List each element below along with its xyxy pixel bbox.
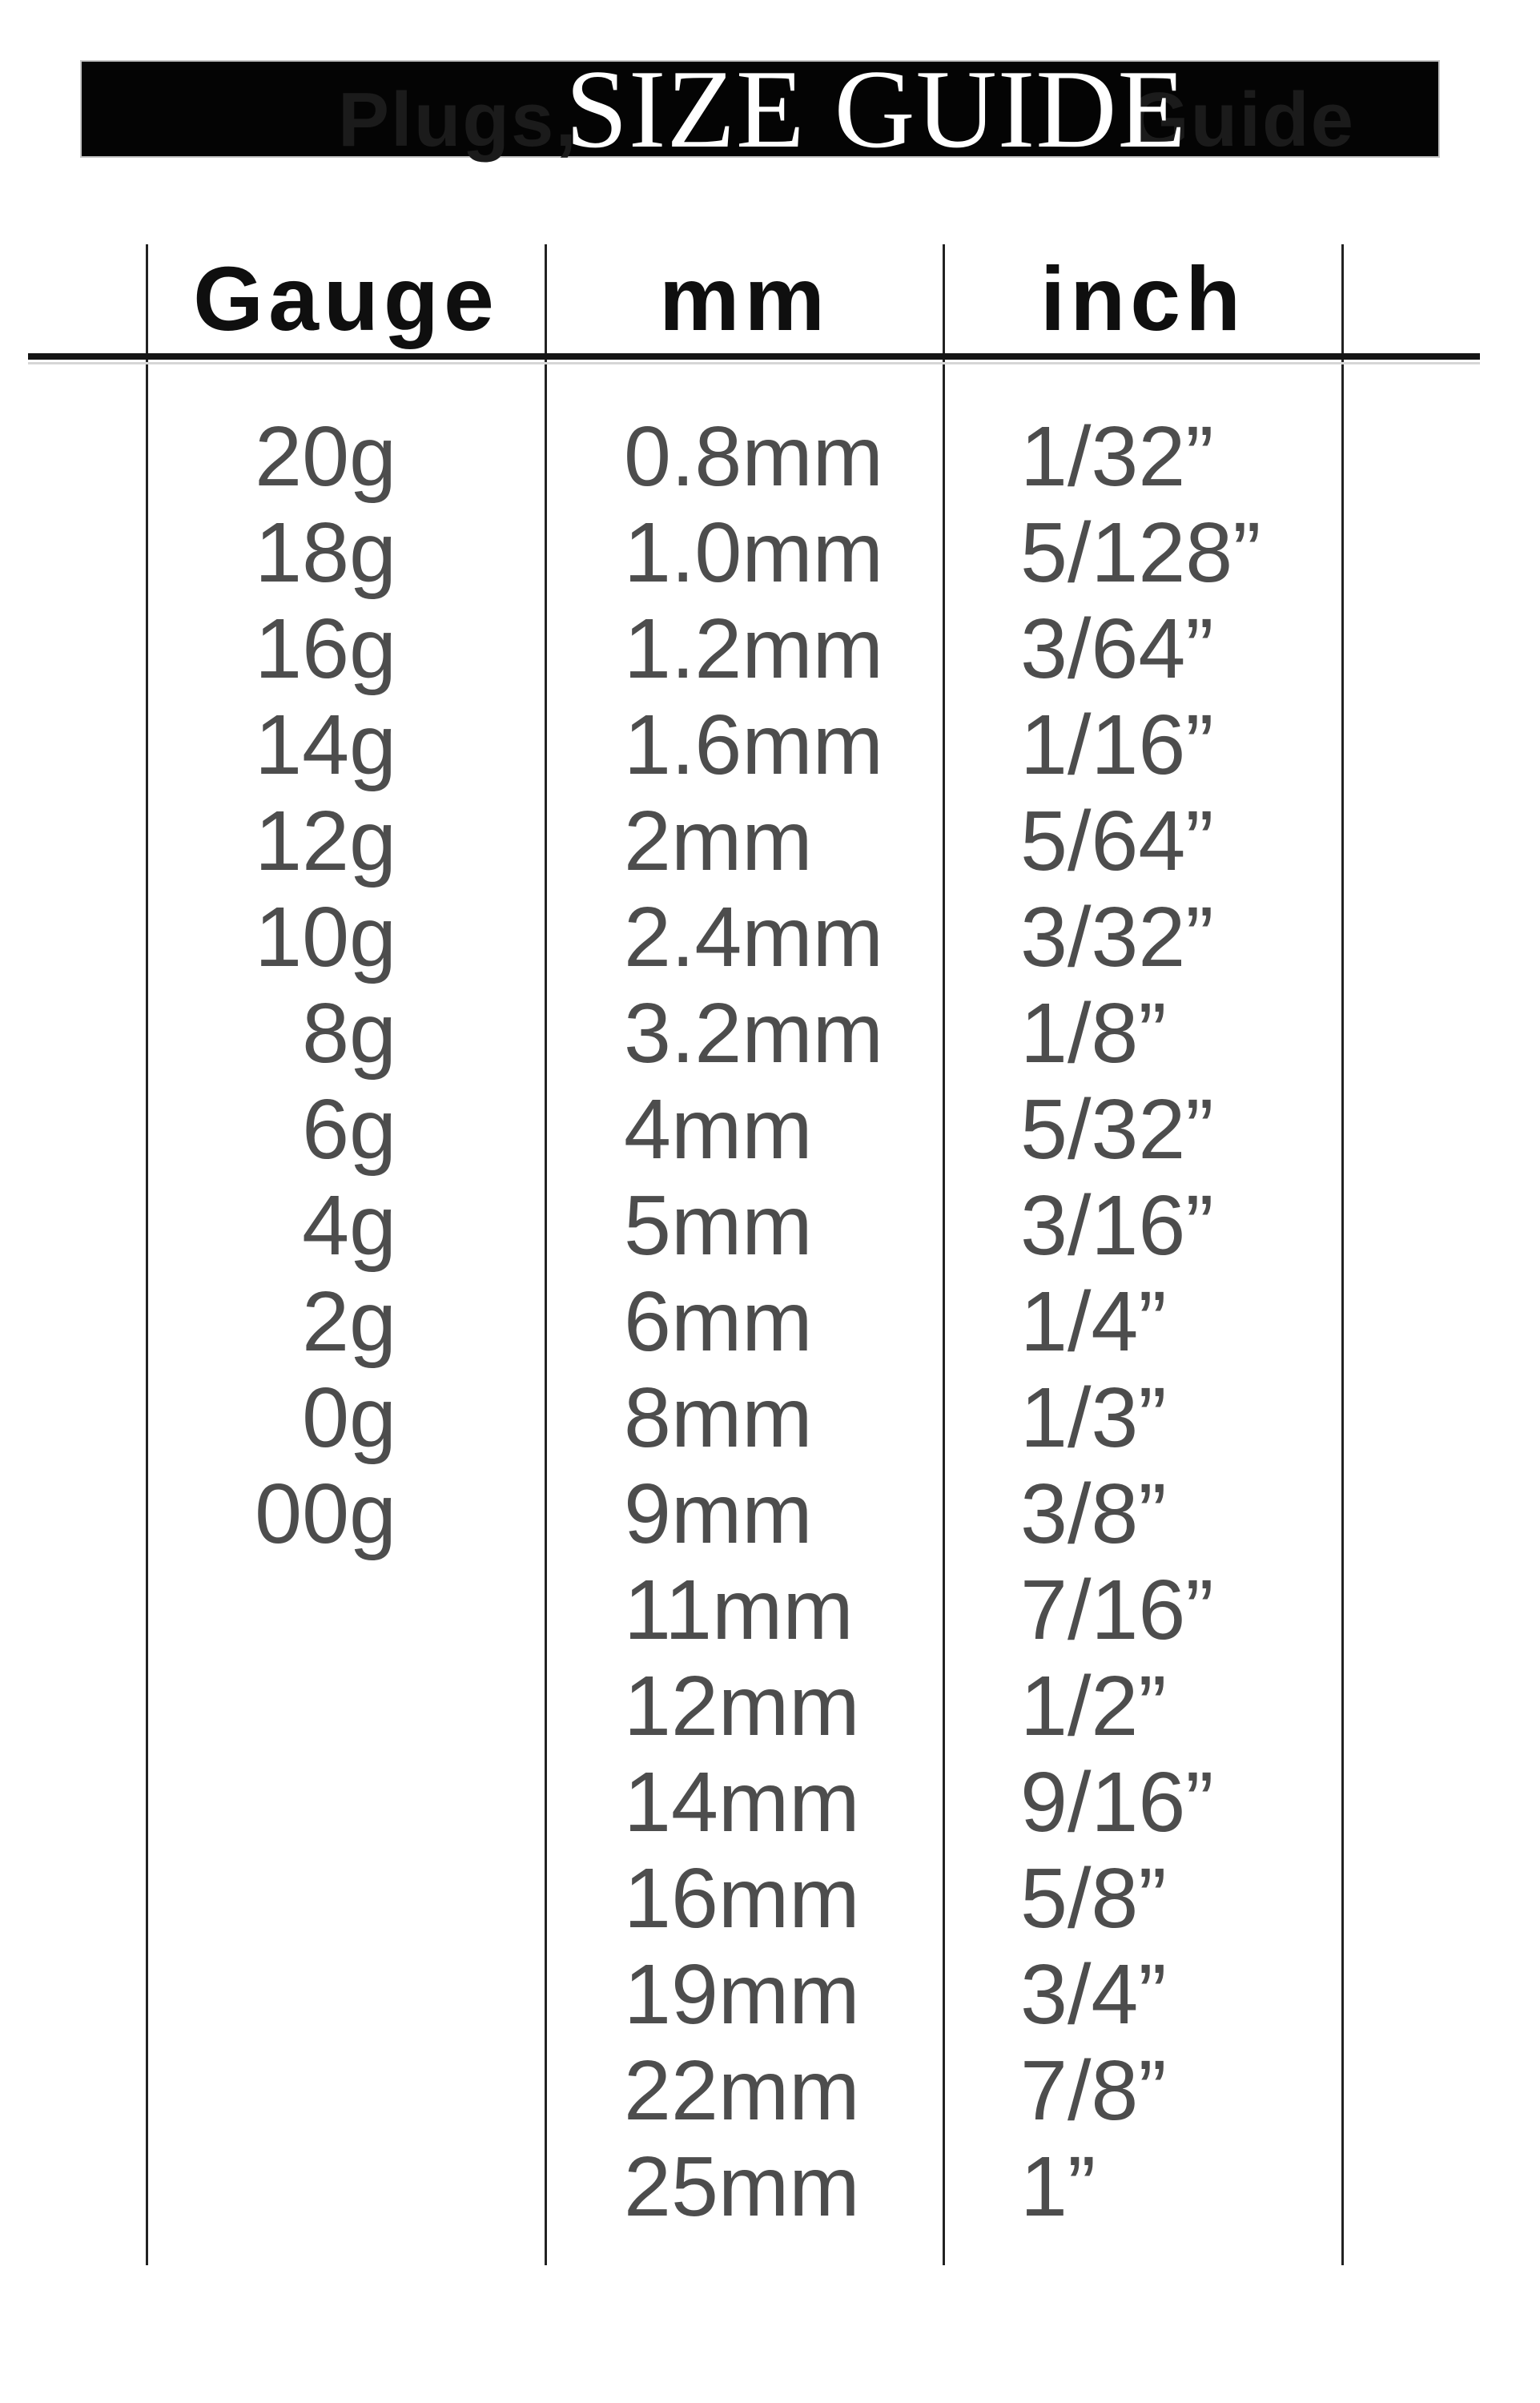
table-row (147, 889, 1342, 985)
gauge-value (147, 1946, 545, 2043)
inch-value: 5/32” (1020, 1082, 1214, 1177)
mm-value: 8mm (624, 1371, 813, 1465)
banner-ghost-text-right: Guide (1129, 77, 1356, 163)
gauge-value: 16g (255, 602, 396, 696)
gauge-value: 12g (255, 794, 396, 888)
title-banner (82, 46, 1438, 171)
inch-value: 5/64” (1020, 794, 1214, 888)
inch-value: 1/32” (1020, 409, 1214, 504)
gauge-value: 00g (255, 1467, 396, 1561)
gauge-value: 4g (302, 1178, 396, 1273)
mm-value: 4mm (624, 1082, 813, 1177)
inch-value: 3/4” (1020, 1947, 1167, 2042)
table-row (147, 601, 1342, 697)
inch-value: 7/16” (1020, 1563, 1214, 1657)
inch-value: 7/8” (1020, 2043, 1167, 2138)
gauge-value (147, 1754, 545, 1850)
gauge-value: 18g (255, 505, 396, 600)
table-row (147, 1274, 1342, 1370)
table-row (147, 1562, 1342, 1658)
table-row (147, 1658, 1342, 1754)
inch-value: 1” (1020, 2139, 1096, 2234)
table-row (147, 697, 1342, 793)
table-row (147, 793, 1342, 889)
mm-value: 1.2mm (624, 602, 883, 696)
table-row (147, 1081, 1342, 1177)
table-row (147, 1370, 1342, 1466)
table-row (147, 2043, 1342, 2139)
inch-value: 1/8” (1020, 986, 1167, 1081)
column-header-mm: mm (659, 248, 830, 349)
mm-value: 14mm (624, 1755, 860, 1850)
gauge-value (147, 2139, 545, 2235)
column-header-gauge: Gauge (193, 248, 499, 349)
table-row (147, 1850, 1342, 1946)
inch-value: 1/16” (1020, 698, 1214, 792)
gauge-value (147, 1850, 545, 1946)
column-header-inch: inch (1039, 248, 1246, 349)
gauge-value: 2g (302, 1274, 396, 1369)
mm-value: 16mm (624, 1851, 860, 1946)
gauge-value: 14g (255, 698, 396, 792)
mm-value: 2mm (624, 794, 813, 888)
mm-value: 12mm (624, 1659, 860, 1753)
page-title: SIZE GUIDE (565, 46, 1187, 171)
inch-value: 1/4” (1020, 1274, 1167, 1369)
table-body (147, 360, 1342, 2235)
table-row (147, 1177, 1342, 1274)
table-row (147, 2139, 1342, 2235)
gauge-value (147, 1562, 545, 1658)
mm-value: 11mm (624, 1563, 854, 1657)
mm-value: 19mm (624, 1947, 860, 2042)
gauge-value: 20g (255, 409, 396, 504)
banner-ghost-text-left: Plugs, (338, 77, 579, 163)
mm-value: 9mm (624, 1467, 813, 1561)
gauge-value (147, 1658, 545, 1754)
inch-value: 3/32” (1020, 890, 1214, 984)
inch-value: 9/16” (1020, 1755, 1214, 1850)
mm-value: 3.2mm (624, 986, 883, 1081)
table-row (147, 409, 1342, 505)
inch-value: 1/3” (1020, 1371, 1167, 1465)
gauge-value (147, 2043, 545, 2139)
gauge-value: 8g (302, 986, 396, 1081)
table-row (147, 1946, 1342, 2043)
gauge-value: 6g (302, 1082, 396, 1177)
table-row (147, 505, 1342, 601)
inch-value: 5/8” (1020, 1851, 1167, 1946)
mm-value: 2.4mm (624, 890, 883, 984)
table-row (147, 1466, 1342, 1562)
mm-value: 6mm (624, 1274, 813, 1369)
header-divider-line (28, 353, 1480, 360)
inch-value: 3/8” (1020, 1467, 1167, 1561)
table-row (147, 985, 1342, 1081)
table-row (147, 1754, 1342, 1850)
mm-value: 22mm (624, 2043, 860, 2138)
inch-value: 3/64” (1020, 602, 1214, 696)
inch-value: 3/16” (1020, 1178, 1214, 1273)
mm-value: 1.6mm (624, 698, 883, 792)
mm-value: 25mm (624, 2139, 860, 2234)
mm-value: 0.8mm (624, 409, 883, 504)
table-header-row (147, 244, 1342, 353)
inch-value: 1/2” (1020, 1659, 1167, 1753)
gauge-value: 10g (255, 890, 396, 984)
mm-value: 5mm (624, 1178, 813, 1273)
inch-value: 5/128” (1020, 505, 1261, 600)
mm-value: 1.0mm (624, 505, 883, 600)
gauge-value: 0g (302, 1371, 396, 1465)
